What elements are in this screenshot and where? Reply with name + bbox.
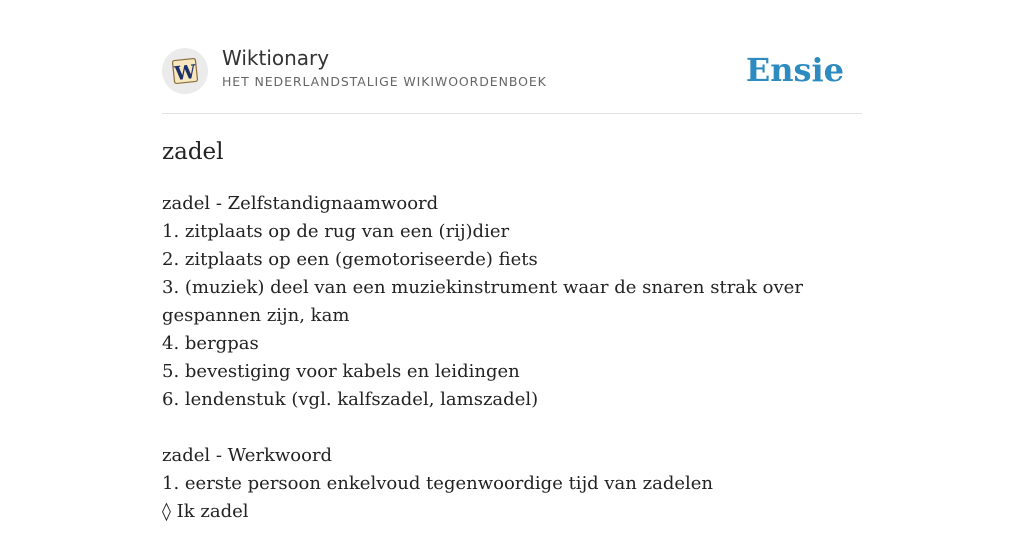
logo-letter: W bbox=[173, 60, 197, 86]
definition-list bbox=[162, 190, 862, 554]
site-name[interactable]: Wiktionary bbox=[222, 46, 330, 70]
entry-noun bbox=[162, 190, 862, 414]
entry-verb bbox=[162, 442, 862, 526]
example-line: ◊ Ik zadel bbox=[162, 501, 249, 522]
header-divider bbox=[162, 113, 862, 114]
definition-line: 1. eerste persoon enkelvoud tegenwoordige tijd van zadelen bbox=[162, 473, 713, 494]
definition-line: 5. bevestiging voor kabels en leidingen bbox=[162, 361, 520, 382]
wiktionary-logo-tile bbox=[169, 55, 201, 87]
definition-line: 1. zitplaats op de rug van een (rij)dier bbox=[162, 221, 510, 242]
definition-line: 3. (muziek) deel van een muziekinstrument waar de snaren strak over gespannen zijn, kam bbox=[162, 277, 803, 326]
definition-line: 6. lendenstuk (vgl. kalfszadel, lamszadel) bbox=[162, 389, 539, 410]
definition-line: 4. bergpas bbox=[162, 333, 259, 354]
ensie-brand-link[interactable]: Ensie bbox=[745, 51, 844, 89]
entry-heading: zadel - Werkwoord bbox=[162, 445, 333, 466]
wiktionary-logo-icon[interactable] bbox=[162, 48, 208, 94]
entry-heading: zadel - Zelfstandignaamwoord bbox=[162, 193, 439, 214]
site-tagline: HET NEDERLANDSTALIGE WIKIWOORDENBOEK bbox=[222, 74, 547, 89]
definition-line: 2. zitplaats op een (gemotoriseerde) fiets bbox=[162, 249, 538, 270]
page-title: zadel bbox=[162, 139, 224, 165]
site-header bbox=[162, 46, 862, 94]
